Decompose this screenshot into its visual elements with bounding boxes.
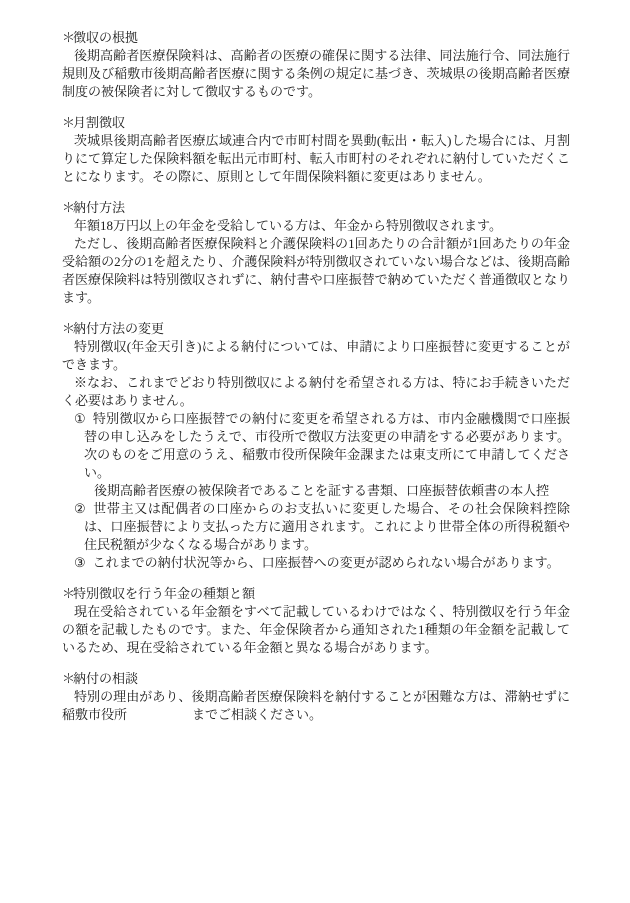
document-content (62, 29, 570, 724)
item-number: ③ (74, 555, 86, 570)
section-marker: ＊ (62, 200, 76, 215)
body-paragraph: 特別徴収(年金天引き)による納付については、申請により口座振替に変更することができます。 (62, 339, 570, 372)
body-paragraph: 後期高齢者医療保険料は、高齢者の医療の確保に関する法律、同法施行令、同法施行規則及び稲敷市後期高齢者医療に関する条例の規定に基づき、茨城県の後期高齢者医療制度の被保険者に対して徴収するものです。 (62, 48, 570, 99)
item-number: ② (74, 501, 87, 516)
item-number: ① (74, 411, 86, 426)
section-heading (62, 670, 570, 688)
document-section (62, 199, 570, 307)
document-section (62, 585, 570, 657)
document-section (62, 320, 570, 572)
document-section (62, 29, 570, 101)
numbered-list-item (74, 554, 570, 572)
body-paragraph: 年額18万円以上の年金を受給している方は、年金から特別徴収されます。 (74, 218, 502, 233)
section-heading (62, 585, 570, 603)
numbered-list-item (74, 410, 570, 482)
section-title: 納付方法 (73, 200, 126, 215)
section-heading (62, 320, 570, 338)
section-title: 特別徴収を行う年金の種類と額 (73, 586, 256, 601)
section-title: 月割徴収 (73, 115, 126, 130)
body-paragraph: 現在受給されている年金額をすべて記載しているわけではなく、特別徴収を行う年金の額を記載したものです。また、年金保険者から通知された1種類の年金額を記載しているため、現在受給されている年金額と異なる場合があります。 (62, 604, 570, 655)
body-paragraph: ※なお、これまでどおり特別徴収による納付を希望される方は、特にお手続きいただく必要はありません。 (62, 375, 570, 408)
document-section (62, 114, 570, 186)
section-heading (62, 199, 570, 217)
section-title: 納付方法の変更 (73, 321, 165, 336)
document-section (62, 670, 570, 724)
section-marker: ＊ (62, 115, 76, 130)
section-marker: ＊ (62, 671, 76, 686)
section-title: 納付の相談 (73, 671, 139, 686)
body-paragraph: ただし、後期高齢者医療保険料と介護保険料の1回あたりの合計額が1回あたりの年金受給額の2分の1を超えたり、介護保険料が特別徴収されていない場合などは、後期高齢者医療保険料は特別徴収されずに、納付書や口座振替で納めていただく普通徴収となります。 (62, 236, 570, 305)
section-heading (62, 114, 570, 132)
section-heading (62, 29, 570, 47)
section-marker: ＊ (62, 321, 76, 336)
section-marker: ＊ (62, 586, 76, 601)
body-paragraph: 特別の理由があり、後期高齢者医療保険料を納付することが困難な方は、滞納せずに稲敷市役所 までご相談ください。 (62, 689, 570, 722)
item-text: 世帯主又は配偶者の口座からのお支払いに変更した場合、その社会保険料控除は、口座振替により支払った方に適用されます。これにより世帯全体の所得税額や住民税額が少なくなる場合があります。 (84, 501, 570, 552)
indented-note-line: 後期高齢者医療の被保険者であることを証する書類、口座振替依頼書の本人控 (94, 483, 550, 498)
numbered-list-item (74, 500, 570, 554)
section-title: 徴収の根拠 (73, 30, 139, 45)
section-marker: ＊ (62, 30, 76, 45)
item-text: 特別徴収から口座振替での納付に変更を希望される方は、市内金融機関で口座振替の申し込みをしたうえで、市役所で徴収方法変更の申請をする必要があります。次のものをご用意のうえ、稲敷市役所保険年金課または東支所にて申請してください。 (84, 411, 570, 480)
item-text: これまでの納付状況等から、口座振替への変更が認められない場合があります。 (92, 555, 560, 570)
body-paragraph: 茨城県後期高齢者医療広域連合内で市町村間を異動(転出・転入)した場合には、月割りにて算定した保険料額を転出元市町村、転入市町村のそれぞれに納付していただくことになります。その際に、原則として年間保険料額に変更はありません。 (62, 133, 570, 184)
